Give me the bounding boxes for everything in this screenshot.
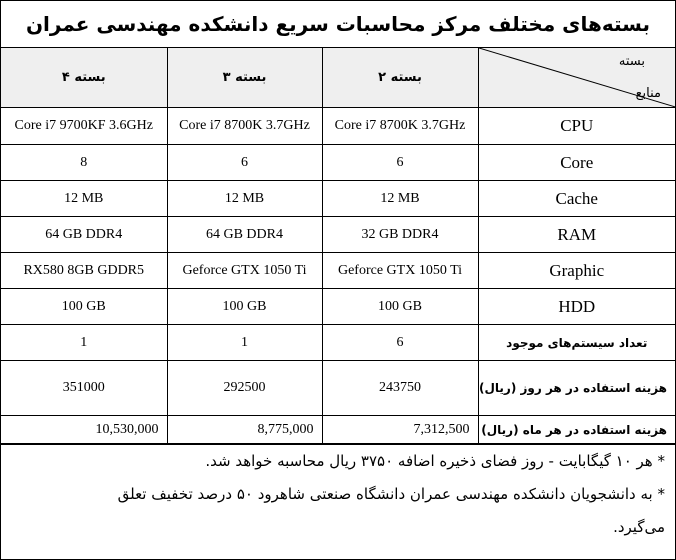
row-label-daily-cost: هزینه استفاده در هر روز (ریال) — [478, 361, 675, 416]
header-package-4: بسته ۴ — [1, 48, 167, 108]
packages-table — [1, 48, 675, 444]
footnotes — [1, 444, 675, 560]
note-discount: * به دانشجویان دانشکده مهندسی عمران دانشگاه صنعتی شاهرود ۵۰ درصد تخفیف تعلق — [117, 485, 665, 503]
cell-cache-pkg3: 12 MB — [167, 181, 322, 217]
row-label-cpu: CPU — [478, 108, 675, 145]
table-header-row — [1, 48, 675, 108]
corner-label-resources: منابع — [635, 86, 661, 101]
cell-cpu-pkg3: Core i7 8700K 3.7GHz — [167, 108, 322, 145]
row-label-hdd: HDD — [478, 289, 675, 325]
cell-hdd-pkg2: 100 GB — [322, 289, 478, 325]
cell-cpu-pkg4: Core i7 9700KF 3.6GHz — [1, 108, 167, 145]
row-label-cache: Cache — [478, 181, 675, 217]
cell-core-pkg2: 6 — [322, 145, 478, 181]
header-package-2: بسته ۲ — [322, 48, 478, 108]
note-discount-continued: می‌گیرد. — [613, 518, 665, 536]
cell-hdd-pkg3: 100 GB — [167, 289, 322, 325]
cell-count-pkg4: 1 — [1, 325, 167, 361]
row-label-graphic: Graphic — [478, 253, 675, 289]
cell-monthly-cost-pkg3: 8,775,000 — [167, 416, 322, 444]
table-row — [1, 217, 675, 253]
cell-monthly-cost-pkg2: 7,312,500 — [322, 416, 478, 444]
cell-core-pkg3: 6 — [167, 145, 322, 181]
cell-count-pkg2: 6 — [322, 325, 478, 361]
cell-cache-pkg4: 12 MB — [1, 181, 167, 217]
table-row — [1, 325, 675, 361]
page-title: بسته‌های مختلف مرکز محاسبات سریع دانشکده مهندسی عمران — [1, 1, 675, 48]
cell-daily-cost-pkg3: 292500 — [167, 361, 322, 416]
table-row — [1, 253, 675, 289]
table-row — [1, 361, 675, 416]
cell-graphic-pkg3: Geforce GTX 1050 Ti — [167, 253, 322, 289]
cell-hdd-pkg4: 100 GB — [1, 289, 167, 325]
cell-cache-pkg2: 12 MB — [322, 181, 478, 217]
cell-daily-cost-pkg4: 351000 — [1, 361, 167, 416]
row-label-monthly-cost: هزینه استفاده در هر ماه (ریال) — [478, 416, 675, 444]
row-label-ram: RAM — [478, 217, 675, 253]
header-corner-cell — [478, 48, 675, 108]
cell-ram-pkg2: 32 GB DDR4 — [322, 217, 478, 253]
table-row — [1, 181, 675, 217]
cell-graphic-pkg2: Geforce GTX 1050 Ti — [322, 253, 478, 289]
row-label-core: Core — [478, 145, 675, 181]
cell-cpu-pkg2: Core i7 8700K 3.7GHz — [322, 108, 478, 145]
table-row — [1, 108, 675, 145]
cell-ram-pkg3: 64 GB DDR4 — [167, 217, 322, 253]
cell-core-pkg4: 8 — [1, 145, 167, 181]
cell-monthly-cost-pkg4: 10,530,000 — [1, 416, 167, 444]
table-row — [1, 145, 675, 181]
row-label-system-count: تعداد سیستم‌های موجود — [478, 325, 675, 361]
cell-daily-cost-pkg2: 243750 — [322, 361, 478, 416]
cell-count-pkg3: 1 — [167, 325, 322, 361]
cell-graphic-pkg4: RX580 8GB GDDR5 — [1, 253, 167, 289]
corner-label-package: بسته — [618, 54, 645, 69]
cell-ram-pkg4: 64 GB DDR4 — [1, 217, 167, 253]
note-storage: * هر ۱۰ گیگابایت - روز فضای ذخیره اضافه ۳۷۵۰ ریال محاسبه خواهد شد. — [205, 452, 665, 470]
header-package-3: بسته ۳ — [167, 48, 322, 108]
table-row — [1, 416, 675, 444]
table-row — [1, 289, 675, 325]
